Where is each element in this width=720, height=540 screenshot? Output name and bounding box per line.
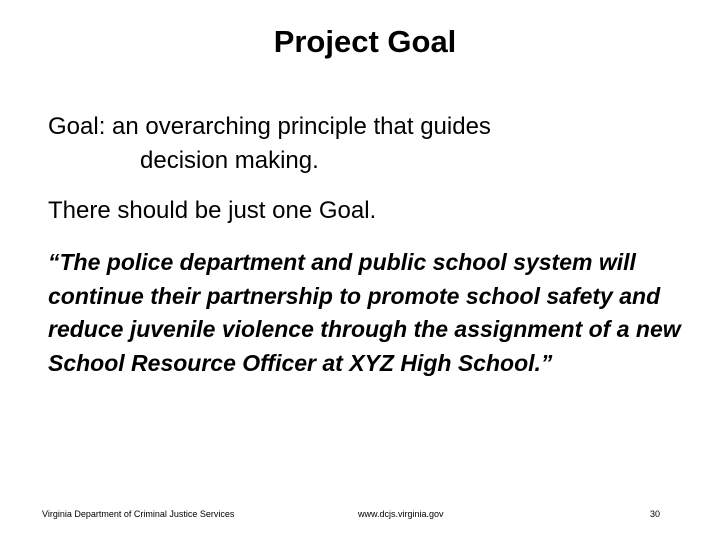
page-number: 30 [650,509,661,519]
footer-organization: Virginia Department of Criminal Justice Services [42,509,235,519]
one-goal-statement: There should be just one Goal. [48,197,377,224]
example-goal-quote: “The police department and public school system will continue their partnership to promote school safety and reduce juvenile violence through the assignment of a new School Resource Officer at XYZ High School.” [48,249,681,376]
slide-body [48,110,688,380]
goal-definition-line2: decision making. [140,147,319,174]
slide-title: Project Goal [273,24,457,59]
footer-website: www.dcjs.virginia.gov [358,509,444,519]
goal-definition [48,110,688,178]
goal-definition-line1: Goal: an overarching principle that guides [48,113,491,140]
